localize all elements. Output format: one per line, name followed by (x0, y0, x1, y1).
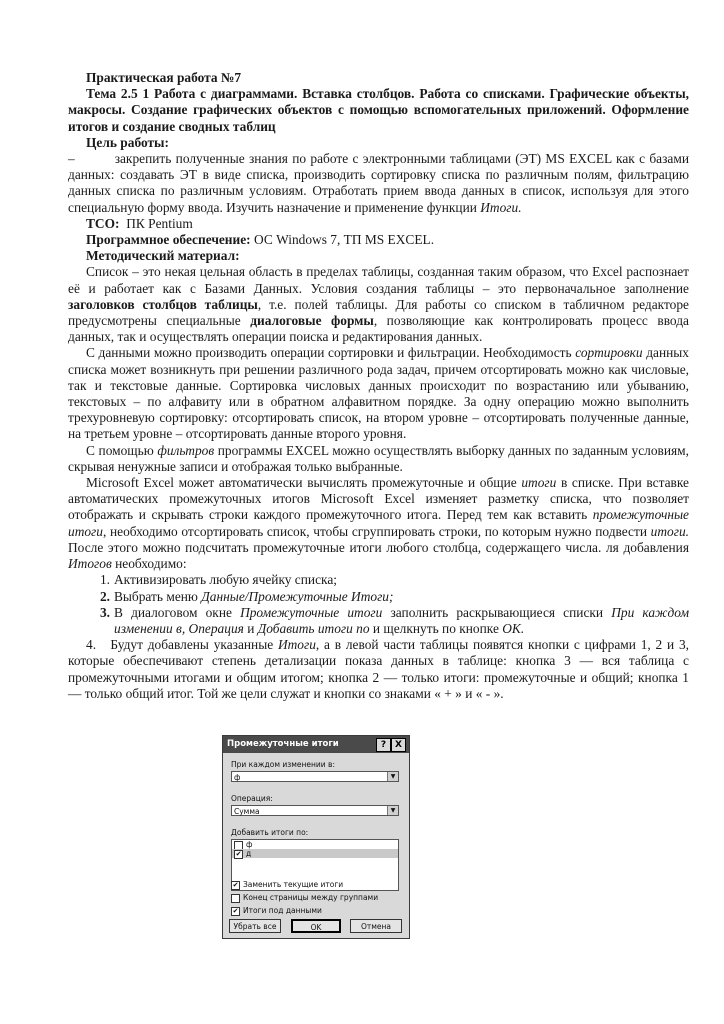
p4-text-e: , необходимо отсортировать список, чтобы сгруппировать строки, по которым нужно подвести (102, 523, 651, 539)
chevron-down-icon[interactable]: ▼ (387, 772, 398, 781)
p1-bold-headers: заголовков столбцов таблицы (68, 296, 258, 312)
doc-topic: Тема 2.5 1 Работа с диаграммами. Вставка столбцов. Работа со списками. Графические объекты, макросы. Создание графических объектов с помощью вспомогательных приложений. Оформление итогов и создание сводных таблиц (68, 86, 689, 134)
p3-text-a: С помощью (86, 442, 158, 458)
p3-italic-filters: фильтров (157, 442, 215, 458)
ok-button[interactable]: OK (291, 919, 341, 933)
step-italic: Добавить итоги по (257, 620, 370, 636)
tso-value: ПК Pentium (126, 215, 193, 231)
add-subtotal-label: Добавить итоги по: (231, 828, 309, 837)
step-number: 2. (99, 588, 110, 604)
p4-text-i: необходимо: (111, 556, 187, 572)
paragraph-filters (68, 443, 689, 475)
p1-text-a: Список – это некая цельная область в пределах таблицы, созданная таким образом, что Excel распознает её и работает как с Базами Данных. Условия создания таблицы – это первоначальное заполнение (68, 264, 689, 296)
group-by-select[interactable] (231, 771, 399, 782)
step-italic: Промежуточные итоги (240, 604, 383, 620)
operation-select[interactable] (231, 805, 399, 816)
step-text: заполнить раскрывающиеся списки (382, 604, 612, 620)
replace-current-checkbox[interactable] (231, 880, 343, 890)
summary-below-checkbox[interactable] (231, 906, 322, 916)
goal-paragraph (68, 151, 689, 216)
goal-text: закрепить полученные знания по работе с электронными таблицами (ЭТ) MS EXCEL как с базами данных: создавать ЭТ в виде списка, производить сортировку списка по различным полям, фильтрацию данных списка по различным условиям. Отработать прием ввода данных в список, используя для этого специальную форму ввода. Изучить назначение и применение функции (68, 151, 689, 215)
document-page (68, 70, 689, 702)
doc-title: Практическая работа №7 (86, 70, 242, 85)
goal-dash: – (68, 151, 75, 167)
step-number: 1. (99, 572, 110, 588)
operation-value: Сумма (234, 807, 260, 816)
remove-all-button[interactable]: Убрать все (229, 919, 281, 933)
paragraph-sorting (68, 345, 689, 442)
method-heading: Методический материал: (86, 248, 240, 264)
step-text: Активизировать любую ячейку списка; (114, 572, 337, 588)
p4-text-c: в списке. При вставке автоматических промежуточных итогов Microsoft Excel изменяет разметку списка, что позволяет отображать и скрывать строки каждого промежуточного итога. Перед тем как вставить (68, 475, 689, 523)
p2-text-a: С данными можно производить операции сортировки и фильтрации. Необходимость (86, 345, 576, 361)
p1-text-e: , позволяющие как контролировать процесс ввода данных, так и осуществлять операции поиска и редактирования данных. (68, 313, 689, 345)
tso-label: ТСО: (86, 215, 120, 231)
p3-text-c: программы EXCEL можно осуществлять выборку данных по заданным условиям, скрывая ненужные записи и отображая только выбранные. (68, 442, 689, 474)
paragraph-list-def (68, 264, 689, 345)
p5-italic-b: Итоги (277, 637, 316, 653)
software-line (68, 232, 689, 248)
checkbox-label: Заменить текущие итоги (243, 880, 344, 889)
step-text: и щелкнуть по кнопке (369, 620, 503, 636)
paragraph-subtotals (68, 475, 689, 572)
list-item[interactable] (232, 849, 398, 858)
p4-text-a: Microsoft Excel может автоматически вычислять промежуточные и общие (86, 475, 522, 491)
group-by-label: При каждом изменении в: (231, 760, 335, 769)
list-item-label: д (246, 849, 252, 858)
operation-label: Операция: (231, 794, 273, 803)
goal-func: Итоги. (480, 199, 522, 215)
cancel-button[interactable]: Отмена (350, 919, 402, 933)
p4-italic-f: итоги. (650, 523, 689, 539)
step-italic: Данные/Промежуточные Итоги; (201, 588, 394, 604)
step-text: Выбрать меню (114, 588, 202, 604)
page-break-checkbox[interactable] (231, 893, 378, 903)
p4-text-g: После этого можно подсчитать промежуточные итоги любого столбца, содержащего числа. ля добавления (68, 539, 689, 555)
check-icon[interactable]: ✔ (232, 906, 239, 915)
list-item (68, 572, 689, 588)
software-label: Программное обеспечение: (86, 232, 251, 248)
check-icon[interactable]: ✔ (232, 880, 239, 889)
p4-italic-d: промежуточные итоги (68, 507, 689, 539)
help-button[interactable]: ? (376, 738, 391, 752)
checkbox[interactable]: ✔ (235, 849, 242, 858)
goal-heading: Цель работы: (86, 134, 169, 150)
paragraph-levels (68, 637, 689, 702)
chevron-down-icon[interactable]: ▼ (387, 806, 398, 815)
p5-text-c: , а в левой части таблицы появятся кнопки с цифрами 1, 2 и 3, которые обеспечивают степень детализации показа данных в таблице: кнопка 3 — вся таблица с промежуточными итогами и общим итогом; кнопка 2 — только итоги: промежуточные и общий; кнопка 1 — только общий итог. Той же цели служат и кнопки со знаками « + » и « - ». (68, 637, 689, 701)
p5-text-a: Будут добавлены указанные (110, 637, 278, 653)
p2-italic-sort: сортировки (575, 345, 643, 361)
checkbox-label: Конец страницы между группами (243, 893, 379, 902)
step-italic: При каждом изменении в, Операция (114, 604, 689, 636)
step-text: и (243, 620, 258, 636)
tso-line (68, 216, 689, 232)
p1-bold-forms: диалоговые формы (250, 313, 374, 329)
group-by-value: ф (234, 773, 241, 782)
list-item[interactable] (232, 840, 398, 849)
dialog-title: Промежуточные итоги (227, 739, 339, 749)
close-button[interactable]: X (391, 738, 406, 752)
checkbox[interactable] (231, 894, 240, 903)
p4-italic-h: Итогов (68, 556, 112, 572)
step-text: В диалоговом окне (114, 604, 241, 620)
subtotals-dialog (222, 735, 410, 939)
p1-text-c: , т.е. полей таблицы. Для работы со списком в табличном редакторе предусмотрены специальные (68, 296, 689, 329)
list-item (68, 605, 689, 637)
p4-italic-b: итоги (521, 475, 557, 491)
list-item-label: ф (246, 840, 253, 849)
p2-text-c: данных списка может возникнуть при решении различного рода задач, причем отсортировать можно как числовые, так и текстовые данные. Сортировка числовых данных происходит по возрастанию или убыванию, текстовых – по алфавиту или в обратном алфавитном порядке. За одну операцию можно выполнить трехуровневую сортировку: отсортировать список, на втором уровне – отсортировать полученные данные, на третьем уровне – отсортировать данные второго уровня. (68, 345, 689, 442)
checkbox-label: Итоги под данными (243, 906, 322, 915)
step-number: 3. (99, 604, 110, 620)
steps-list (68, 572, 689, 637)
step-italic: OK. (502, 620, 525, 636)
list-item (68, 589, 689, 605)
software-value: ОС Windows 7, ТП MS EXCEL. (254, 232, 435, 248)
step-number: 4. (86, 637, 97, 653)
